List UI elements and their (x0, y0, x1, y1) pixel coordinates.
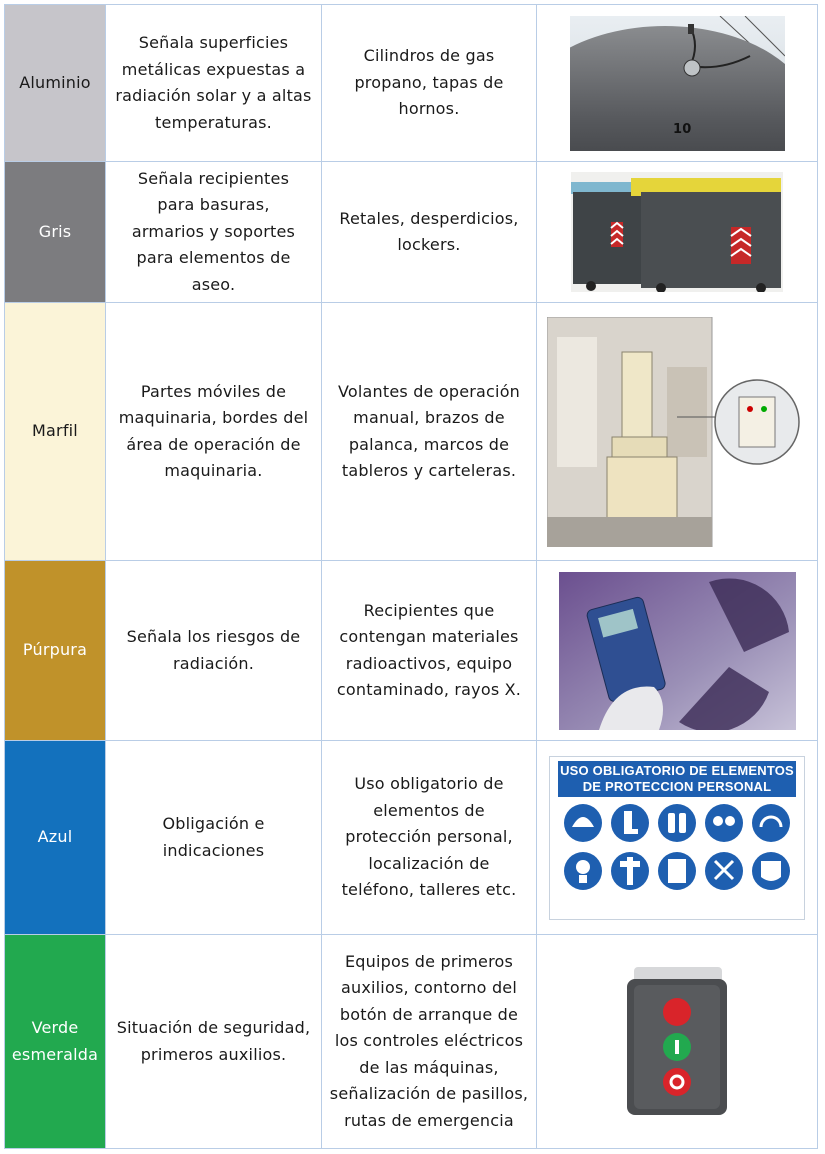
image-cell (537, 561, 818, 741)
examples-cell (322, 5, 537, 162)
image-cell (537, 162, 818, 303)
use-text: Partes móviles de maquinaria, bordes del área de operación de maquinaria. (118, 381, 309, 480)
color-name: Gris (38, 221, 72, 241)
table-row-gris (5, 162, 818, 303)
use-cell (106, 561, 322, 741)
color-name: Marfil (32, 421, 78, 441)
use-text: Señala superficies metálicas expuestas a radiación solar y a altas temperaturas. (115, 33, 312, 132)
table-row-aluminio (5, 5, 818, 162)
color-cell (5, 741, 106, 935)
examples-text: Equipos de primeros auxilios, contorno del botón de arranque de los controles eléctricos de las máquinas, señalización de pasillos, rutas de emergencia (329, 951, 529, 1130)
image-cell (537, 303, 818, 561)
examples-text: Recipientes que contengan materiales radioactivos, equipo contaminado, rayos X. (336, 600, 522, 699)
examples-text: Retales, desperdicios, lockers. (339, 208, 519, 254)
use-cell (106, 935, 322, 1149)
color-cell (5, 5, 106, 162)
sign-line-1: USO OBLIGATORIO DE ELEMENTOS (560, 762, 794, 778)
table-row-marfil (5, 303, 818, 561)
color-cell (5, 561, 106, 741)
image-cell (537, 5, 818, 162)
color-name: Azul (37, 827, 73, 847)
milling-machine-photo (547, 317, 807, 547)
use-cell (106, 303, 322, 561)
color-name: Verde esmeralda (11, 1018, 99, 1064)
ppe-sign (549, 756, 805, 920)
color-name: Aluminio (19, 72, 91, 92)
use-cell (106, 162, 322, 303)
use-text: Situación de seguridad, primeros auxilios. (116, 1018, 311, 1064)
color-code-table (4, 4, 818, 1149)
examples-cell (322, 561, 537, 741)
tank-number: 10 (672, 121, 691, 137)
use-cell (106, 5, 322, 162)
use-cell (106, 741, 322, 935)
color-name: Púrpura (22, 640, 88, 660)
waste-containers-photo (571, 172, 783, 292)
use-text: Señala recipientes para basuras, armarios y soportes para elementos de aseo. (131, 168, 296, 294)
color-cell (5, 935, 106, 1149)
image-cell (537, 935, 818, 1149)
examples-text: Volantes de operación manual, brazos de palanca, marcos de tableros y carteleras. (337, 381, 521, 480)
radiation-meter-photo (559, 572, 796, 730)
examples-text: Uso obligatorio de elementos de protección personal, localización de teléfono, talleres etc. (341, 774, 517, 900)
color-cell (5, 303, 106, 561)
color-cell (5, 162, 106, 303)
examples-cell (322, 935, 537, 1149)
table-row-azul (5, 741, 818, 935)
use-text: Señala los riesgos de radiación. (126, 627, 301, 673)
examples-cell (322, 162, 537, 303)
push-button-box-photo (622, 967, 732, 1117)
use-text: Obligación e indicaciones (162, 814, 265, 860)
image-cell (537, 741, 818, 935)
gas-tank-photo (570, 16, 785, 151)
examples-text: Cilindros de gas propano, tapas de hornos. (354, 46, 504, 119)
examples-cell (322, 741, 537, 935)
table-row-purpura (5, 561, 818, 741)
table-row-verde-esmeralda (5, 935, 818, 1149)
sign-line-2: DE PROTECCION PERSONAL (582, 778, 772, 794)
examples-cell (322, 303, 537, 561)
